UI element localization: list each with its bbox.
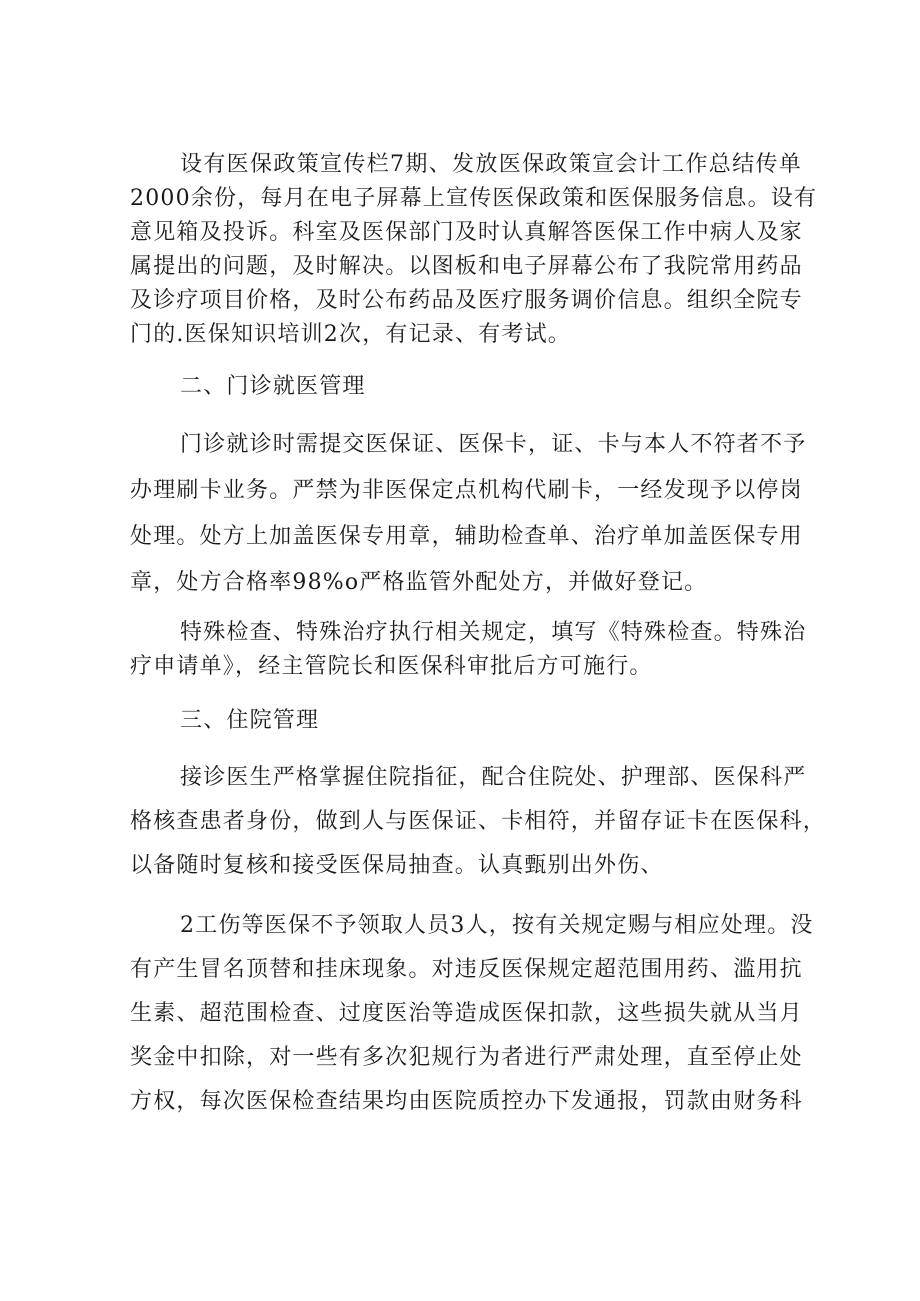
text-line: 章，处方合格率98%o严格监管外配处方，并做好登记。 bbox=[130, 570, 708, 595]
text-line: 奖金中扣除，对一些有多次犯规行为者进行严肃处理，直至停止处 bbox=[130, 1045, 803, 1070]
text-line: 办理刷卡业务。严禁为非医保定点机构代刷卡，一经发现予以停岗 bbox=[130, 478, 803, 503]
paragraph-publicity bbox=[130, 148, 818, 352]
text-line: 设有医保政策宣传栏7期、发放医保政策宣会计工作总结传单 bbox=[180, 152, 802, 177]
text-line: 2000余份，每月在电子屏幕上宣传医保政策和医保服务信息。设有 bbox=[130, 186, 818, 211]
document-page bbox=[130, 148, 827, 1124]
paragraph-inpatient bbox=[130, 756, 827, 888]
paragraph-special-exam bbox=[130, 616, 807, 684]
text-line: 属提出的问题，及时解决。以图板和电子屏幕公布了我院常用药品 bbox=[130, 254, 803, 279]
section-heading-outpatient bbox=[130, 370, 802, 404]
paragraph-outpatient bbox=[130, 422, 807, 606]
text-line: 格核查患者身份，做到人与医保证、卡相符，并留存证卡在医保科， bbox=[130, 809, 827, 834]
section-heading-inpatient bbox=[130, 704, 802, 738]
text-line: 2工伤等医保不予领取人员3人，按有关规定赐与相应处理。没 bbox=[180, 913, 814, 938]
text-line: 生素、超范围检查、过度医治等造成医保扣款，这些损失就从当月 bbox=[130, 1001, 803, 1026]
text-line: 方权，每次医保检查结果均由医院质控办下发通报，罚款由财务科 bbox=[130, 1089, 803, 1114]
heading-text: 三、住院管理 bbox=[180, 708, 320, 733]
text-line: 门诊就诊时需提交医保证、医保卡，证、卡与本人不符者不予 bbox=[180, 432, 807, 457]
text-line: 以备随时复核和接受医保局抽查。认真甄别出外伤、 bbox=[130, 853, 664, 878]
text-line: 疗申请单》，经主管院长和医保科审批后方可施行。 bbox=[130, 654, 653, 679]
text-line: 及诊疗项目价格，及时公布药品及医疗服务调价信息。组织全院专 bbox=[130, 288, 803, 313]
text-line: 意见箱及投诉。科室及医保部门及时认真解答医保工作中病人及家 bbox=[130, 220, 803, 245]
text-line: 处理。处方上加盖医保专用章，辅助检查单、治疗单加盖医保专用 bbox=[130, 524, 803, 549]
text-line: 特殊检查、特殊治疗执行相关规定，填写《特殊检查。特殊治 bbox=[180, 620, 807, 645]
text-line: 有产生冒名顶替和挂床现象。对违反医保规定超范围用药、滥用抗 bbox=[130, 957, 803, 982]
paragraph-violations bbox=[130, 904, 814, 1124]
text-line: 接诊医生严格掌握住院指征，配合住院处、护理部、医保科严 bbox=[180, 765, 807, 790]
text-line: 门的.医保知识培训2次，有记录、有考试。 bbox=[130, 322, 571, 347]
heading-text: 二、门诊就医管理 bbox=[180, 374, 366, 399]
